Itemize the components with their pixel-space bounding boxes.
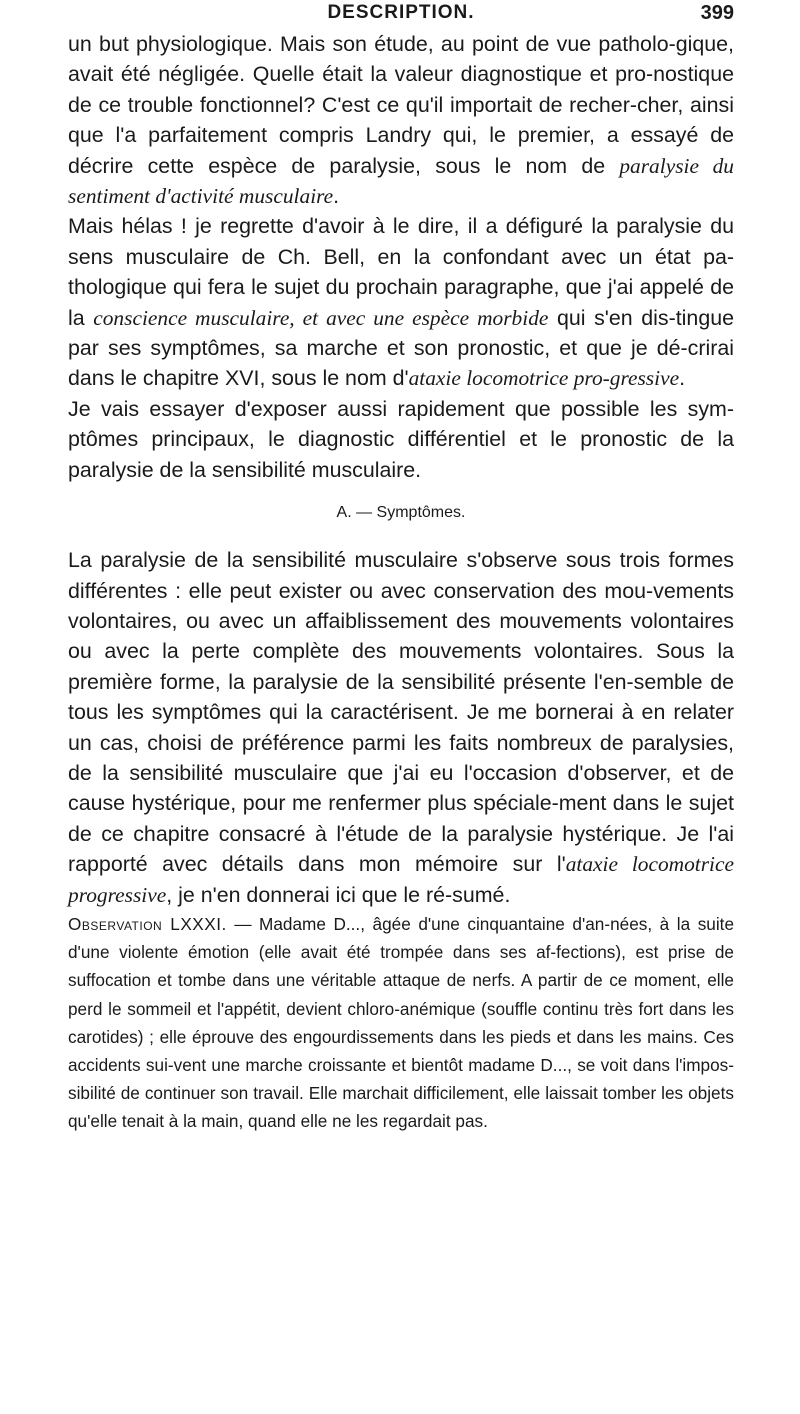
paragraph-2-end: . [679, 366, 686, 391]
page-number: 399 [700, 2, 734, 24]
paragraph-2-text-a: Mais hélas ! je regrette d'avoir à le dire, il a défiguré la paralysie du sens musculaire de Ch. Bell, en la confondant avec un état pa-thologique qui fera le sujet du prochain paragraphe, que j'ai appelé de la [68, 214, 734, 330]
paragraph-1-italic: paralysie du sentiment d'activité musculaire [68, 153, 734, 209]
paragraph-1 [68, 29, 734, 211]
paragraph-3: Je vais essayer d'exposer aussi rapidement que possible les sym-ptômes principaux, le diagnostic différentiel et le pronostic de la paralysie de la sensibilité musculaire. [68, 396, 734, 482]
paragraph-2 [68, 211, 734, 393]
observation-paragraph [68, 910, 734, 1136]
paragraph-2-italic-2: ataxie locomotrice pro-gressive [408, 366, 680, 391]
paragraph-4-italic: ataxie locomotrice progressive [68, 852, 734, 907]
paragraph-4 [68, 545, 734, 910]
observation-label: Observation LXXXI. [68, 913, 227, 934]
paragraph-2-text-b: qui s'en dis-tingue par ses symptômes, sa marche et son pronostic, et que je dé-crirai dans le chapitre XVI, sous le nom d' [68, 305, 735, 391]
body-text [68, 29, 734, 1136]
paragraph-1-end: . [333, 184, 340, 209]
running-title: DESCRIPTION. [327, 2, 475, 23]
section-heading: A. — Symptômes. [336, 504, 466, 522]
observation-text: — Madame D..., âgée d'une cinquantaine d'an-nées, à la suite d'une violente émotion (elle avait été trompée dans ses af-fections), est prise de suffocation et tombe dans une véritable attaque de nerfs. A partir de ce moment, elle perd le sommeil et l'appétit, devient chloro-anémique (souffle continu très fort dans les carotides) ; elle éprouve des engourdissements dans les pieds et dans les mains. Ces accidents sui-vent une marche croissante et bientôt madame D..., se voit dans l'impos-sibilité de continuer son travail. Elle marchait difficilement, elle laissait tomber les objets qu'elle tenait à la main, quand elle ne les regardait pas. [68, 913, 735, 1132]
running-head [68, 2, 734, 32]
paragraph-1-text: un but physiologique. Mais son étude, au point de vue patholo-gique, avait été négligée. Quelle était la valeur diagnostique et pro-nostique de ce trouble fonctionnel? C'est ce qu'il importait de recher-cher, ainsi que l'a parfaitement compris Landry qui, le premier, a essayé de décrire cette espèce de paralysie, sous le nom de [68, 32, 734, 178]
paragraph-4-end: , je n'en donnerai ici que le ré-sumé. [166, 882, 511, 907]
paragraph-4-text: La paralysie de la sensibilité musculaire s'observe sous trois formes différentes : elle peut exister ou avec conservation des mou-vements volontaires, ou avec un affaiblissement des mouvements volontaires ou avec la perte complète des mouvements volontaires. Sous la première forme, la paralysie de la sensibilité présente l'en-semble de tous les symptômes qui la caractérisent. Je me bornerai à en relater un cas, choisi de préférence parmi les faits nombreux de paralysies, de la sensibilité musculaire que j'ai eu l'occasion d'observer, et de cause hystérique, pour me renfermer plus spéciale-ment dans le sujet de ce chapitre consacré à l'étude de la paralysie hystérique. Je l'ai rapporté avec détails dans mon mémoire sur l' [68, 548, 734, 877]
paragraph-2-italic-1: conscience musculaire, et avec une espèce morbide [93, 305, 549, 330]
